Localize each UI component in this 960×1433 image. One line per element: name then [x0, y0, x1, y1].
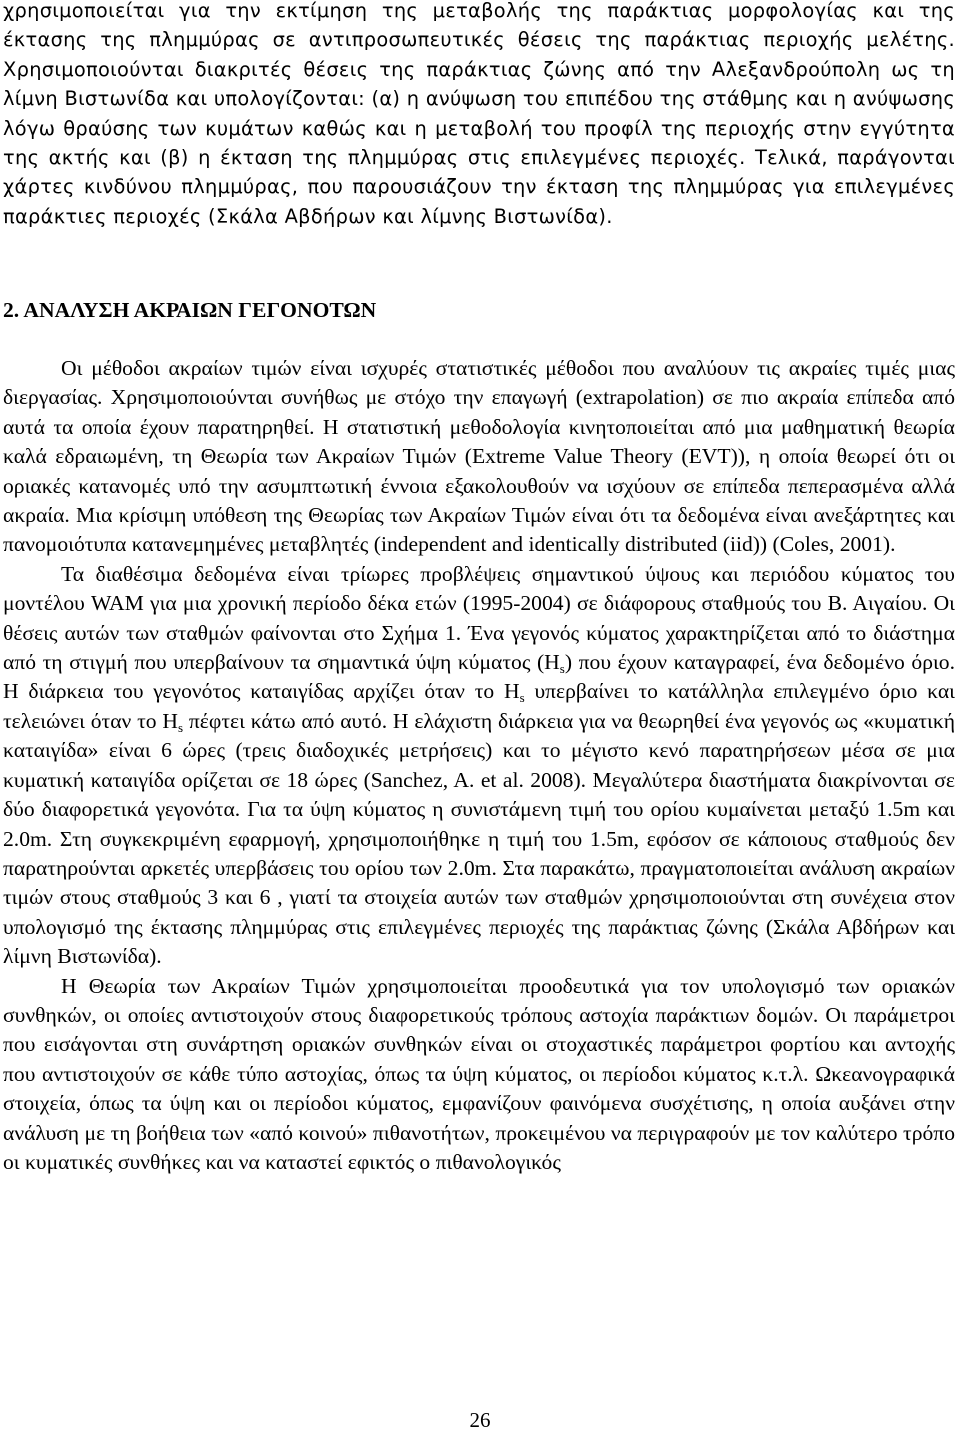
section-body [3, 354, 955, 1177]
subscript: s [559, 661, 565, 677]
section-heading: 2. ΑΝΑΛΥΣΗ ΑΚΡΑΙΩΝ ΓΕΓΟΝΟΤΩΝ [3, 298, 377, 322]
text-run: πέφτει κάτω από αυτό. Η ελάχιστη διάρκεια για να θεωρηθεί ένα γεγονός ως «κυματική καταιγίδα» είναι 6 ώρες (τρεις διαδοχικές μετρήσεις) και το μέγιστο κενό παρατηρήσεων μέσα σε μια κυματική καταιγίδα ορίζεται σε 18 ώρες (Sanchez, A. et al. 2008). Μεγαλύτερα διαστήματα διακρίνονται σε δύο διαφορετικά γεγονότα. Για τα ύψη κύματος η συνιστάμενη τιμή του ορίου κυμαίνεται μεταξύ 1.5m και 2.0m. Στη συγκεκριμένη εφαρμογή, χρησιμοποιήθηκε η τιμή του 1.5m, εφόσον σε κάποιους σταθμούς δεν παρατηρούνται αρκετές υπερβάσεις του ορίου των 2.0m. Στα παρακάτω, πραγματοποιείται ανάλυση ακραίων τιμών στους σταθμούς 3 και 6 , γιατί τα στοιχεία αυτών των σταθμών χρησιμοποιούνται στη συνέχεια στον υπολογισμό της έκτασης πλημμύρας στις επιλεγμένες περιοχές της παράκτιας ζώνης (Σκάλα Αβδήρων και λίμνη Βιστωνίδα). [3, 708, 956, 969]
intro-paragraph: χρησιμοποιείται για την εκτίμηση της μεταβολής της παράκτιας μορφολογίας και της έκτασης της πλημμύρας σε αντιπροσωπευτικές θέσεις της παράκτιας περιοχής μελέτης. Χρησιμοποιούνται διακριτές θέσεις της παράκτιας ζώνης από την Αλεξανδρούπολη ως τη λίμνη Βιστωνίδα και υπολογίζονται: (α) η ανύψωση του επιπέδου της στάθμης και η ανύψωσης λόγω θραύσης των κυμάτων καθώς και η μεταβολή του προφίλ της περιοχής στην εγγύτητα της ακτής και (β) η έκταση της πλημμύρας στις επιλεγμένες περιοχές. Τελικά, παράγονται χάρτες κινδύνου πλημμύρας, που παρουσιάζουν την έκταση της πλημμύρας για επιλεγμένες παράκτιες περιοχές (Σκάλα Αβδήρων και λίμνης Βιστωνίδα). [3, 0, 955, 228]
text-run: Τα διαθέσιμα δεδομένα είναι τρίωρες προβλέψεις σημαντικού ύψους και περιόδου κύματος του μοντέλου WAM για μια χρονική περίοδο δέκα ετών (1995-2004) σε διάφορους σταθμούς του Β. Αιγαίου. Οι θέσεις αυτών των σταθμών φαίνονται στο Σχήμα 1. Ένα γεγονός κύματος χαρακτηρίζεται από το διάστημα από τη στιγμή που υπερβαίνουν τα σημαντικά ύψη κύματος (H [3, 561, 955, 675]
subscript: s [178, 719, 184, 735]
paragraph-evt-application: Η Θεωρία των Ακραίων Τιμών χρησιμοποιείται προοδευτικά για τον υπολογισμό των οριακών συνθηκών, οι οποίες αντιστοιχούν στους διαφορετικούς τρόπους αστοχία παράκτιων δομών. Οι παράμετροι που εισάγονται στη συνάρτηση οριακών συνθηκών είναι οι στοχαστικές παράμετροι φορτίου και αντοχής που αντιστοιχούν σε κάθε τύπο αστοχίας, όπως τα ύψη κύματος, οι περίοδοι κύματος κ.τ.λ. Ωκεανογραφικά στοιχεία, όπως τα ύψη και οι περίοδοι κύματος, εμφανίζουν φαινόμενα συσχέτισης, η οποία αυξάνει στην ανάλυση με τη βοήθεια των «από κοινού» πιθανοτήτων, προκειμένου να περιγραφούν με τον καλύτερο τρόπο οι κυματικές συνθήκες και να καταστεί εφικτός ο πιθανολογικός [3, 973, 955, 1174]
text-run: υπερβαίνει το κατάλληλα επιλεγμένο όριο και τελειώνει όταν το H [3, 679, 955, 733]
subscript: s [519, 690, 525, 706]
paragraph-extreme-value-methods: Οι μέθοδοι ακραίων τιμών είναι ισχυρές στατιστικές μέθοδοι που αναλύουν τις ακραίες τιμές μιας διεργασίας. Χρησιμοποιούνται συνήθως με στόχο την επαγωγή (extrapolation) σε πιο ακραία επίπεδα από αυτά τα οποία έχουν παρατηρηθεί. Η στατιστική μεθοδολογία κινητοποιείται από μια μαθηματική θεωρία καλά εδραιωμένη, τη Θεωρία των Ακραίων Τιμών (Extreme Value Theory (EVT)), η οποία θεωρεί ότι οι οριακές κατανομές υπό την ασυμπτωτική έννοια εξακολουθούν να ισχύουν σε επίπεδα πεπερασμένα αλλά ακραία. Μια κρίσιμη υπόθεση της Θεωρίας των Ακραίων Τιμών είναι ότι τα δεδομένα είναι ανεξάρτητες και πανομοιότυπα κατανεμημένες μεταβλητές (independent and identically distributed (iid)) (Coles, 2001). [3, 356, 955, 557]
paragraph-available-data [3, 560, 955, 972]
text-run: ) που έχουν καταγραφεί, ένα δεδομένο όριο. Η διάρκεια του γεγονότος καταιγίδας αρχίζει όταν το H [3, 650, 955, 704]
page-number: 26 [469, 1408, 491, 1432]
